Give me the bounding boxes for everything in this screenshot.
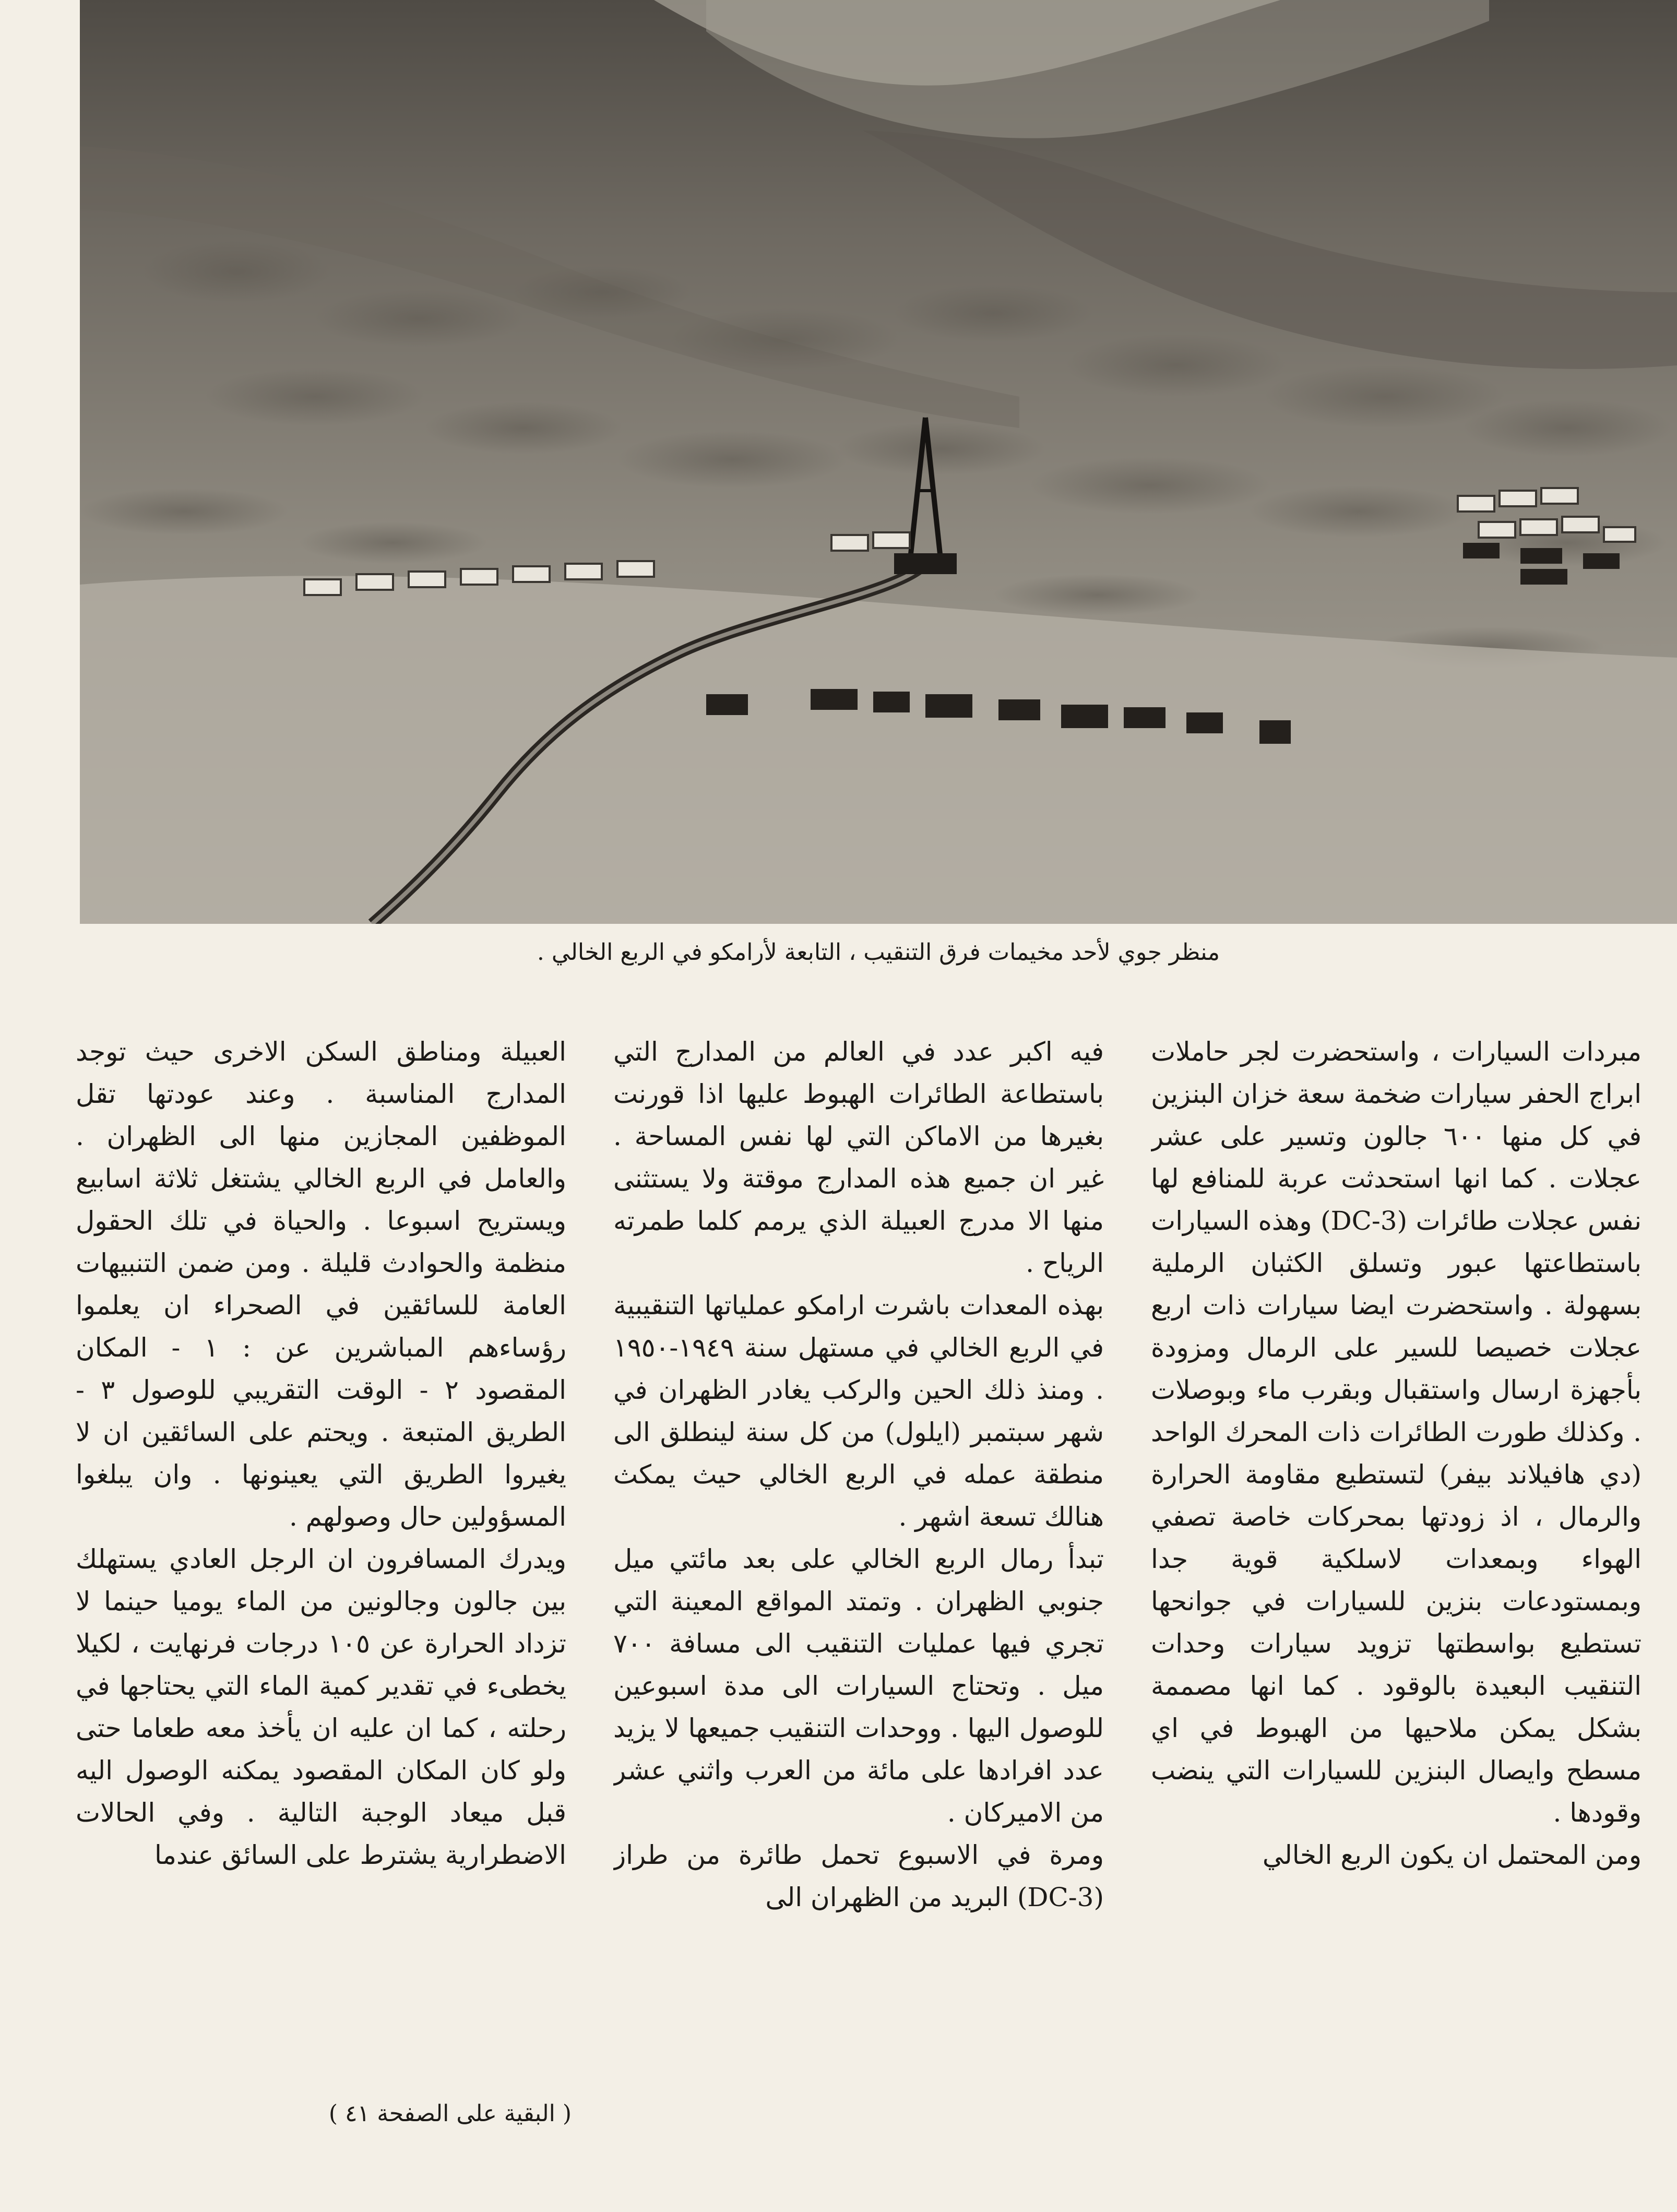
continued-note: ( البقية على الصفحة ٤١ ) [328,2100,572,2127]
paragraph: ويدرك المسافرون ان الرجل العادي يستهلك بين جالون وجالونين من الماء يوميا حينما لا تزداد الحرارة عن ١٠٥ درجات فرنهايت ، لكيلا يخطىء في تقدير كمية الماء التي يحتاجها في رحلته ، كما ان عليه ان يأخذ معه طعاما حتى ولو كان المكان المقصود يمكنه الوصول اليه قبل ميعاد الوجبة التالية . وفي الحالات الاضطرارية يشترط على السائق عندما [76,1544,566,1870]
paragraph: مبردات السيارات ، واستحضرت لجر حاملات ابراج الحفر سيارات ضخمة سعة خزان البنزين في كل منها ٦٠٠ جالون وتسير على عشر عجلات . كما انها استحدثت عربة للمنافع لها نفس عجلات طائرات (DC-3) وهذه السيارات باستطاعتها عبور وتسلق الكثبان الرملية بسهولة . واستحضرت ايضا سيارات ذات اربع عجلات خصيصا للسير على الرمال ومزودة بأجهزة ارسال واستقبال وبقرب ماء وبوصلات . وكذلك طورت الطائرات ذات المحرك الواحد (دي هافيلاند بيفر) لتستطيع مقاومة الحرارة والرمال ، اذ زودتها بمحركات خاصة تصفي الهواء وبمعدات لاسلكية قوية جدا وبمستودعات بنزين للسيارات في جوانحها تستطيع بواسطتها تزويد سيارات وحدات التنقيب البعيدة بالوقود . كما انها مصممة بشكل يمكن ملاحيها من الهبوط في اي مسطح وايصال البنزين للسيارات التي ينضب وقودها . [1151,1037,1642,1828]
desert-camp-illustration [80,0,1677,924]
paragraph: بهذه المعدات باشرت ارامكو عملياتها التنقيبية في الربع الخالي في مستهل سنة ١٩٤٩-١٩٥٠ . ومنذ ذلك الحين والركب يغادر الظهران في شهر سبتمبر (ايلول) من كل سنة لينطلق الى منطقة عمله في الربع الخالي حيث يمكث هنالك تسعة اشهر . [613,1290,1104,1532]
article-body [76,1031,1642,2090]
aerial-photo [80,0,1677,924]
paragraph: العبيلة ومناطق السكن الاخرى حيث توجد المدارج المناسبة . وعند عودتها تقل الموظفين المجازين منها الى الظهران . والعامل في الربع الخالي يشتغل ثلاثة اسابيع ويستريح اسبوعا . والحياة في تلك الحقول منظمة والحوادث قليلة . ومن ضمن التنبيهات العامة للسائقين في الصحراء ان يعلموا رؤساءهم المباشرين عن : ١ - المكان المقصود ٢ - الوقت التقريبي للوصول ٣ - الطريق المتبعة . ويحتم على السائقين ان لا يغيروا الطريق التي يعينونها . وان يبلغوا المسؤولين حال وصولهم . [76,1037,566,1532]
paragraph: ومن المحتمل ان يكون الربع الخالي [1262,1840,1642,1870]
photo-caption: منظر جوي لأحد مخيمات فرق التنقيب ، التابعة لأرامكو في الربع الخالي . [537,939,1220,966]
text-column-3 [76,1031,566,2090]
text-column-1 [1151,1031,1642,2090]
paragraph: فيه اكبر عدد في العالم من المدارج التي باستطاعة الطائرات الهبوط عليها اذا قورنت بغيرها من الاماكن التي لها نفس المساحة . غير ان جميع هذه المدارج موقتة ولا يستثنى منها الا مدرج العبيلة الذي يرمم كلما طمرته الرياح . [613,1037,1104,1278]
paragraph: ومرة في الاسبوع تحمل طائرة من طراز (DC-3) البريد من الظهران الى [613,1840,1104,1912]
text-column-2 [613,1031,1104,2090]
paragraph: تبدأ رمال الربع الخالي على بعد مائتي ميل جنوبي الظهران . وتمتد المواقع المعينة التي تجري فيها عمليات التنقيب الى مسافة ٧٠٠ ميل . وتحتاج السيارات الى مدة اسبوعين للوصول اليها . ووحدات التنقيب جميعها لا يزيد عدد افرادها على مائة من العرب واثني عشر من الاميركان . [613,1544,1104,1828]
